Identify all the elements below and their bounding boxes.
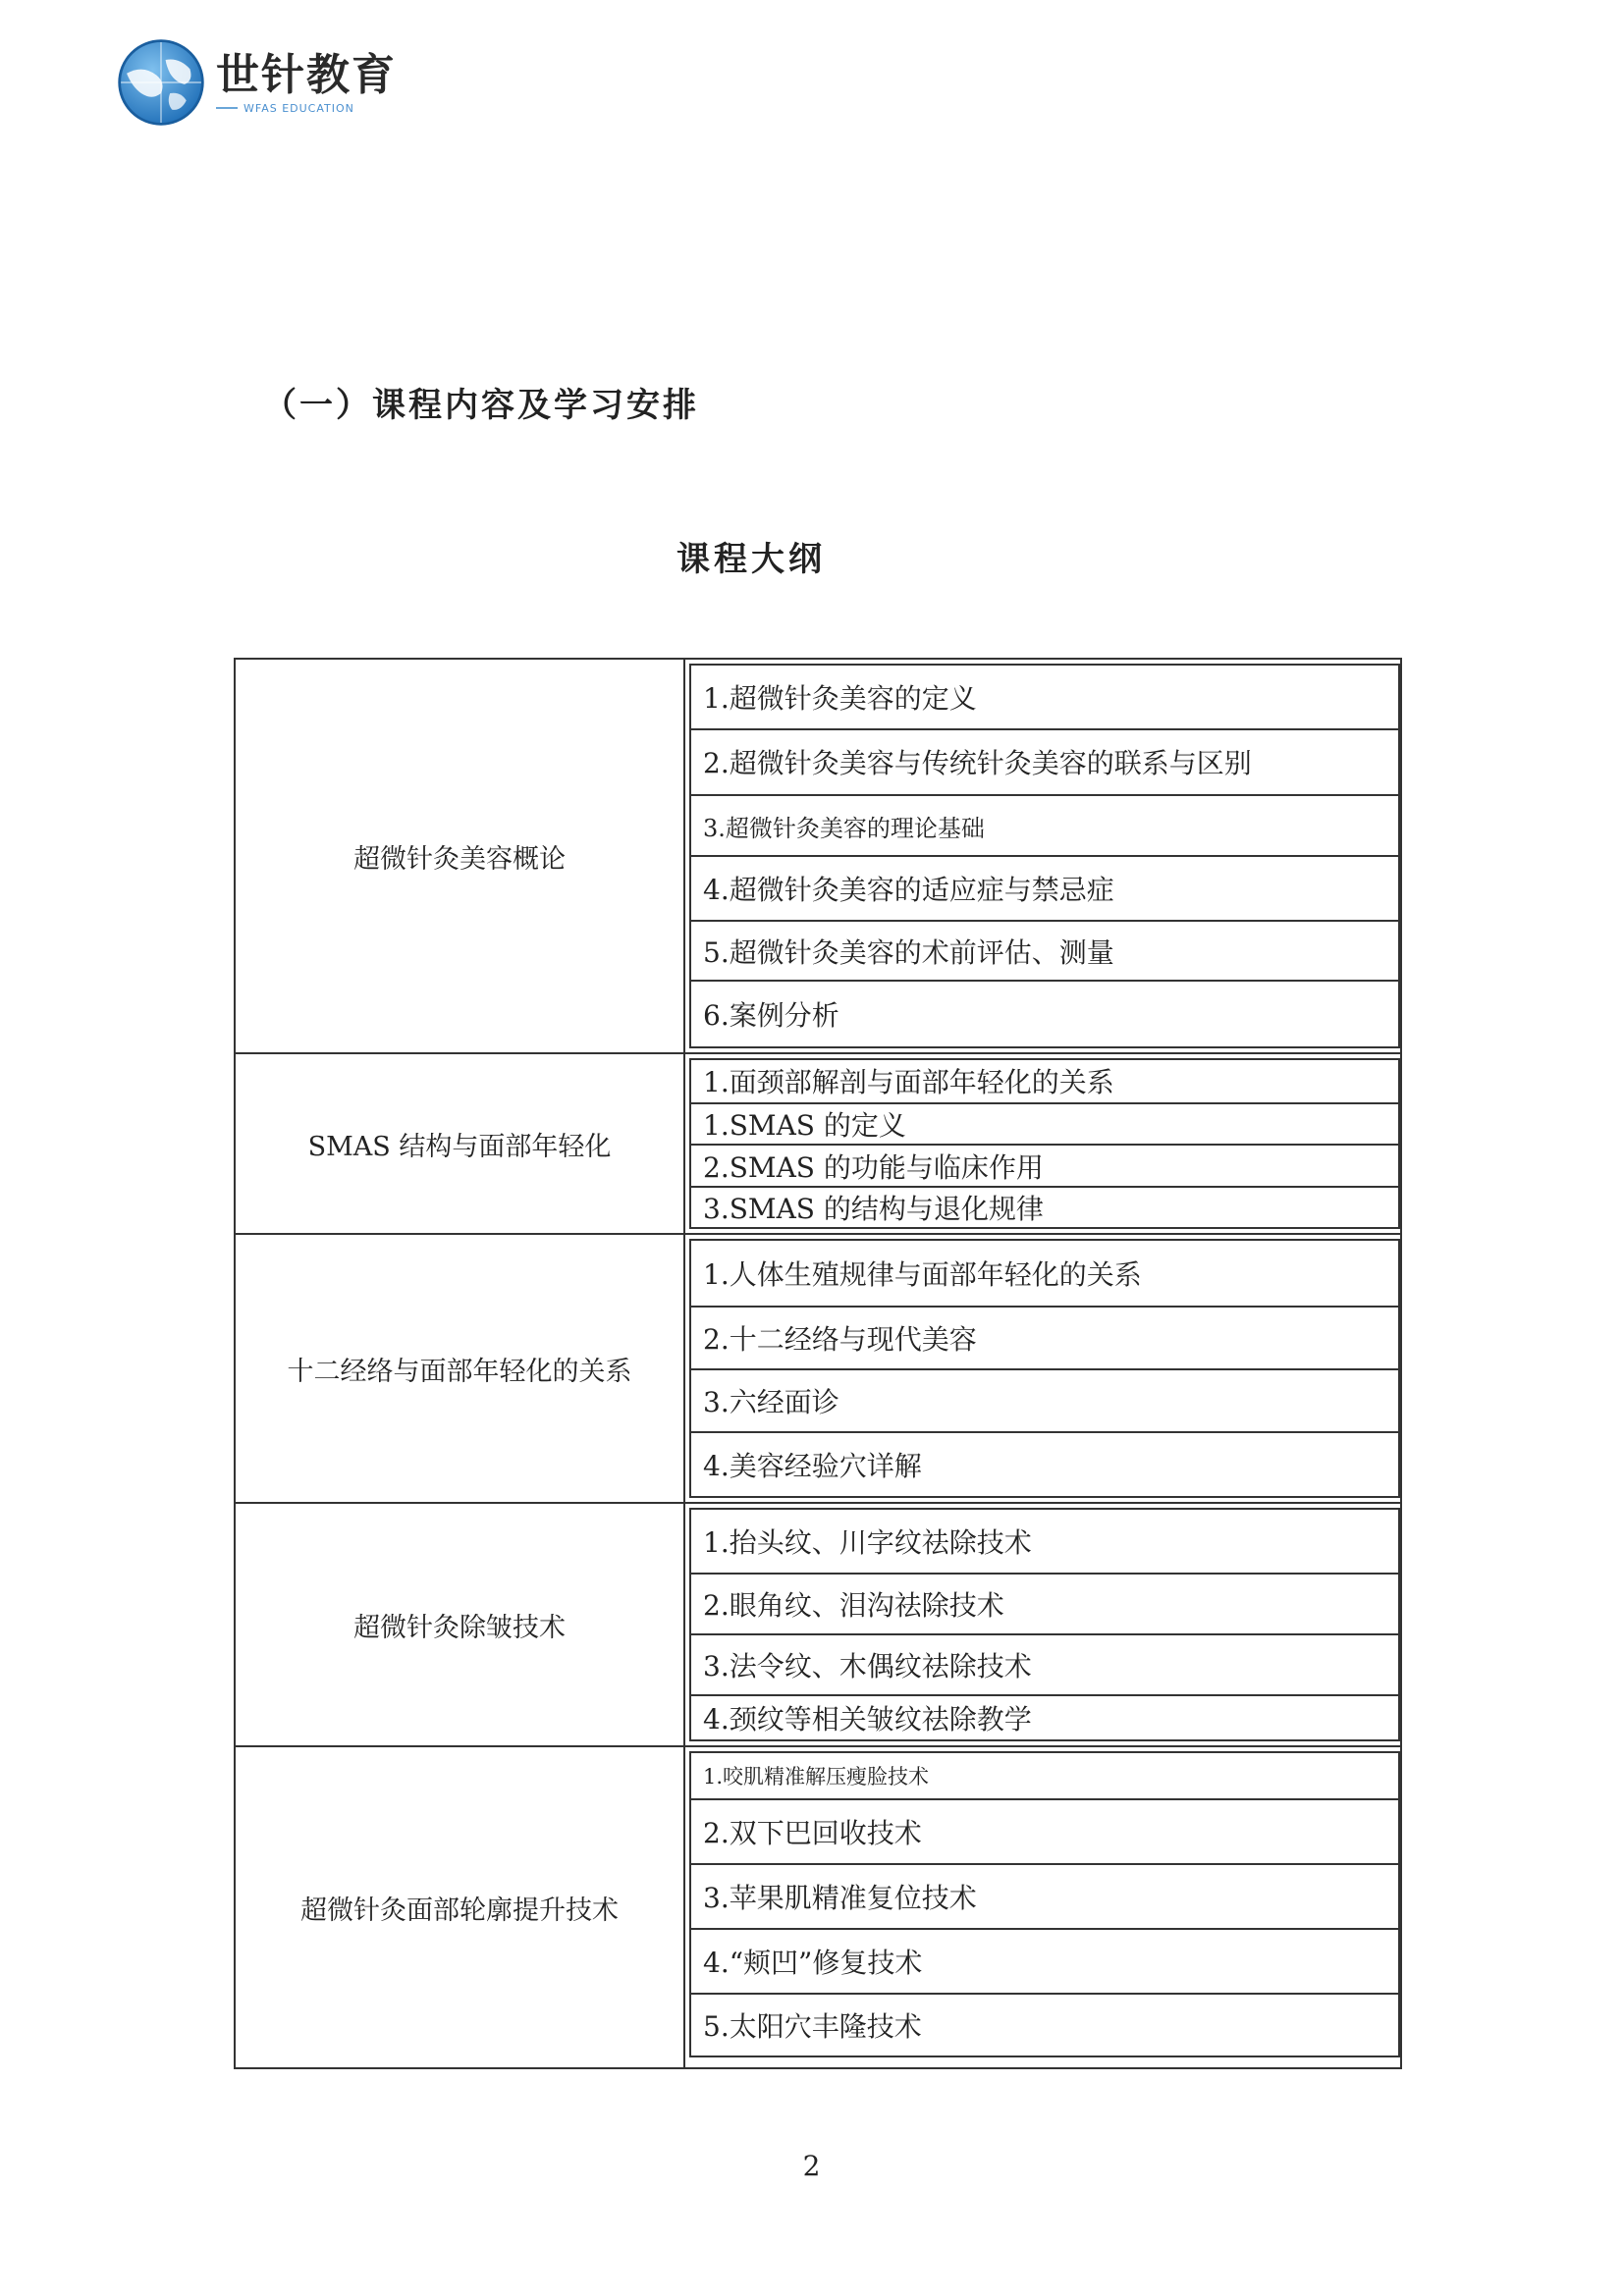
module-smas bbox=[236, 1052, 1400, 1233]
outline-title: 课程大纲 bbox=[676, 540, 826, 579]
topic-item: 3.法令纹、木偶纹祛除技术 bbox=[689, 1633, 1400, 1696]
topic-list bbox=[685, 660, 1400, 1052]
topic-item: 1.SMAS 的定义 bbox=[689, 1102, 1400, 1147]
topic-item: 2.双下巴回收技术 bbox=[689, 1798, 1400, 1865]
topic-item: 1.抬头纹、川字纹祛除技术 bbox=[689, 1508, 1400, 1575]
module-name: SMAS 结构与面部年轻化 bbox=[236, 1054, 685, 1233]
topic-item: 4.美容经验穴详解 bbox=[689, 1431, 1400, 1498]
logo-english-row bbox=[216, 102, 397, 115]
topic-list bbox=[685, 1054, 1400, 1233]
logo-text bbox=[216, 51, 397, 115]
topic-item: 3.六经面诊 bbox=[689, 1368, 1400, 1433]
module-name: 超微针灸面部轮廓提升技术 bbox=[236, 1747, 685, 2067]
topic-item: 4.超微针灸美容的适应症与禁忌症 bbox=[689, 855, 1400, 922]
topic-item: 3.苹果肌精准复位技术 bbox=[689, 1863, 1400, 1930]
topic-item: 6.案例分析 bbox=[689, 980, 1400, 1048]
topic-item: 1.超微针灸美容的定义 bbox=[689, 664, 1400, 730]
topic-item: 1.咬肌精准解压瘦脸技术 bbox=[689, 1751, 1400, 1800]
topic-item: 5.太阳穴丰隆技术 bbox=[689, 1993, 1400, 2057]
module-name: 超微针灸除皱技术 bbox=[236, 1504, 685, 1745]
logo bbox=[116, 37, 397, 128]
topic-item: 3.超微针灸美容的理论基础 bbox=[689, 794, 1400, 857]
topic-item: 1.面颈部解剖与面部年轻化的关系 bbox=[689, 1058, 1400, 1104]
module-intro bbox=[236, 660, 1400, 1052]
topic-item: 4.颈纹等相关皱纹祛除教学 bbox=[689, 1694, 1400, 1741]
course-outline-table bbox=[234, 658, 1402, 2069]
topic-list bbox=[685, 1235, 1400, 1502]
topic-item: 2.SMAS 的功能与临床作用 bbox=[689, 1144, 1400, 1188]
topic-item: 1.人体生殖规律与面部年轻化的关系 bbox=[689, 1239, 1400, 1308]
topic-item: 2.眼角纹、泪沟祛除技术 bbox=[689, 1573, 1400, 1635]
module-name: 超微针灸美容概论 bbox=[236, 660, 685, 1052]
topic-item: 2.超微针灸美容与传统针灸美容的联系与区别 bbox=[689, 728, 1400, 797]
globe-logo-icon bbox=[116, 37, 206, 128]
topic-list bbox=[685, 1747, 1400, 2067]
module-meridians bbox=[236, 1233, 1400, 1502]
topic-item: 2.十二经络与现代美容 bbox=[689, 1306, 1400, 1370]
section-title: （一）课程内容及学习安排 bbox=[263, 386, 699, 425]
topic-item: 4.“颊凹”修复技术 bbox=[689, 1928, 1400, 1995]
topic-item: 3.SMAS 的结构与退化规律 bbox=[689, 1186, 1400, 1229]
logo-chinese-name: 世针教育 bbox=[216, 49, 397, 100]
logo-english-name: WFAS EDUCATION bbox=[243, 101, 354, 115]
logo-divider bbox=[216, 107, 238, 109]
topic-item: 5.超微针灸美容的术前评估、测量 bbox=[689, 920, 1400, 983]
module-wrinkle-removal bbox=[236, 1502, 1400, 1745]
page-number: 2 bbox=[802, 2150, 821, 2182]
module-name: 十二经络与面部年轻化的关系 bbox=[236, 1235, 685, 1502]
topic-list bbox=[685, 1504, 1400, 1745]
module-contour-lifting bbox=[236, 1745, 1400, 2067]
